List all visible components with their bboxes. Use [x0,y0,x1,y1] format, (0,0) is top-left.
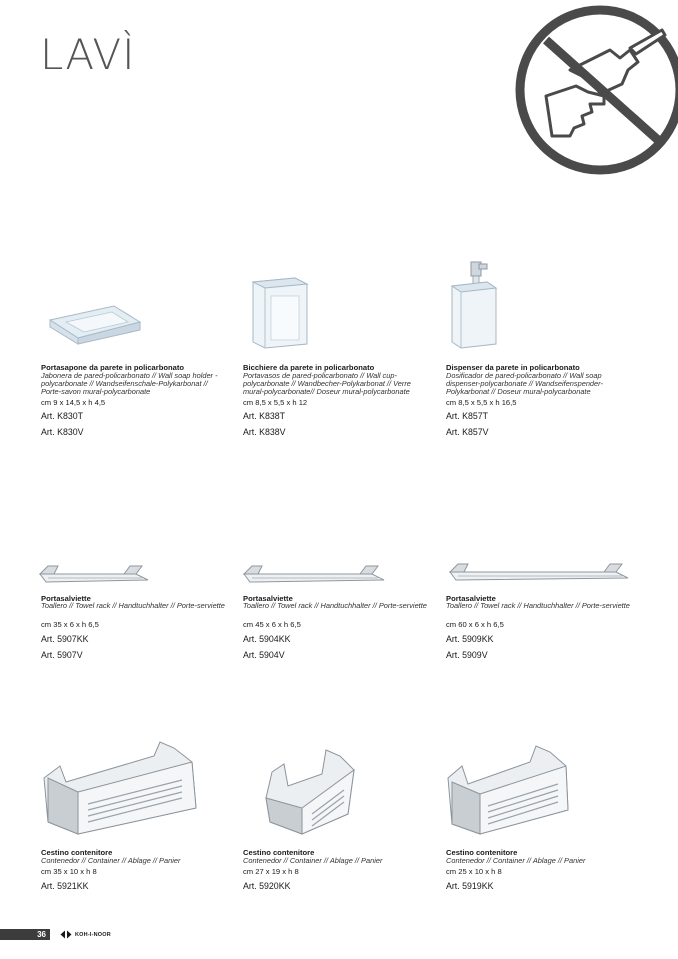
brand-name: KOH-I-NOOR [75,931,111,938]
product-name: Portasalviette [243,594,293,603]
product-description: Toallero // Towel rack // Handtuchhalter // Porte-serviette [446,601,630,610]
product-dimensions: cm 8,5 x 5,5 x h 12 [243,398,308,407]
article-code: Art. K838V [243,427,286,437]
article-code: Art. 5919KK [446,881,494,891]
article-code: Art. 5909KK [446,634,494,644]
basket-image [446,744,570,838]
cup-image [249,274,311,350]
product-dimensions: cm 45 x 6 x h 6,5 [243,620,301,629]
page-title: LAVÌ [40,30,136,79]
product-dimensions: cm 27 x 19 x h 8 [243,867,299,876]
product-description: Jabonera de pared-policarbonato // Wall soap holder - polycarbonate // Wandseifenschale-Polykarbonat // Porte-savon mural-polycarbonate [41,371,218,397]
product-name: Cestino contenitore [446,848,518,857]
towel-rack-image [448,560,630,582]
product-dimensions: cm 35 x 6 x h 6,5 [41,620,99,629]
product-description: Dosificador de pared-policarbonato // Wall soap dispenser-polycarbonate // Wandseifenspender-Polykarbonat // Doseur mural-polycarbonate [446,371,603,397]
product-name: Portasapone da parete in policarbonato [41,363,185,372]
basket-image [42,738,198,838]
basket-image [262,744,358,838]
product-description: Contenedor // Container // Ablage // Panier [41,856,181,865]
article-code: Art. 5907V [41,650,83,660]
product-description: Contenedor // Container // Ablage // Panier [446,856,586,865]
product-description: Toallero // Towel rack // Handtuchhalter // Porte-serviette [41,601,225,610]
no-drilling-icon [512,0,678,182]
soap-holder-image [44,300,144,345]
product-dimensions: cm 35 x 10 x h 8 [41,867,97,876]
brand-logo [60,929,111,940]
article-code: Art. 5904KK [243,634,291,644]
product-name: Bicchiere da parete in policarbonato [243,363,375,372]
product-dimensions: cm 60 x 6 x h 6,5 [446,620,504,629]
article-code: Art. 5921KK [41,881,89,891]
article-code: Art. K830T [41,411,84,421]
article-code: Art. K838T [243,411,286,421]
article-code: Art. 5904V [243,650,285,660]
towel-rack-image [242,562,386,584]
page-number: 36 [0,929,50,940]
product-dimensions: cm 25 x 10 x h 8 [446,867,502,876]
product-description: Toallero // Towel rack // Handtuchhalter // Porte-serviette [243,601,427,610]
article-code: Art. K857V [446,427,489,437]
product-name: Cestino contenitore [41,848,113,857]
article-code: Art. 5907KK [41,634,89,644]
product-name: Cestino contenitore [243,848,315,857]
product-name: Portasalviette [446,594,496,603]
article-code: Art. K830V [41,427,84,437]
brand-mark-icon [60,926,72,944]
product-description: Contenedor // Container // Ablage // Panier [243,856,383,865]
product-name: Dispenser da parete in policarbonato [446,363,580,372]
article-code: Art. 5920KK [243,881,291,891]
product-name: Portasalviette [41,594,91,603]
product-dimensions: cm 8,5 x 5,5 x h 16,5 [446,398,517,407]
product-description: Portavasos de pared-policarbonato // Wall cup-polycarbonate // Wandbecher-Polykarbonat // Verre mural-polycarbonate// Doseur mural-polycarbonate [243,371,411,397]
product-dimensions: cm 9 x 14,5 x h 4,5 [41,398,106,407]
article-code: Art. K857T [446,411,489,421]
article-code: Art. 5909V [446,650,488,660]
towel-rack-image [38,562,150,584]
dispenser-image [449,260,499,350]
